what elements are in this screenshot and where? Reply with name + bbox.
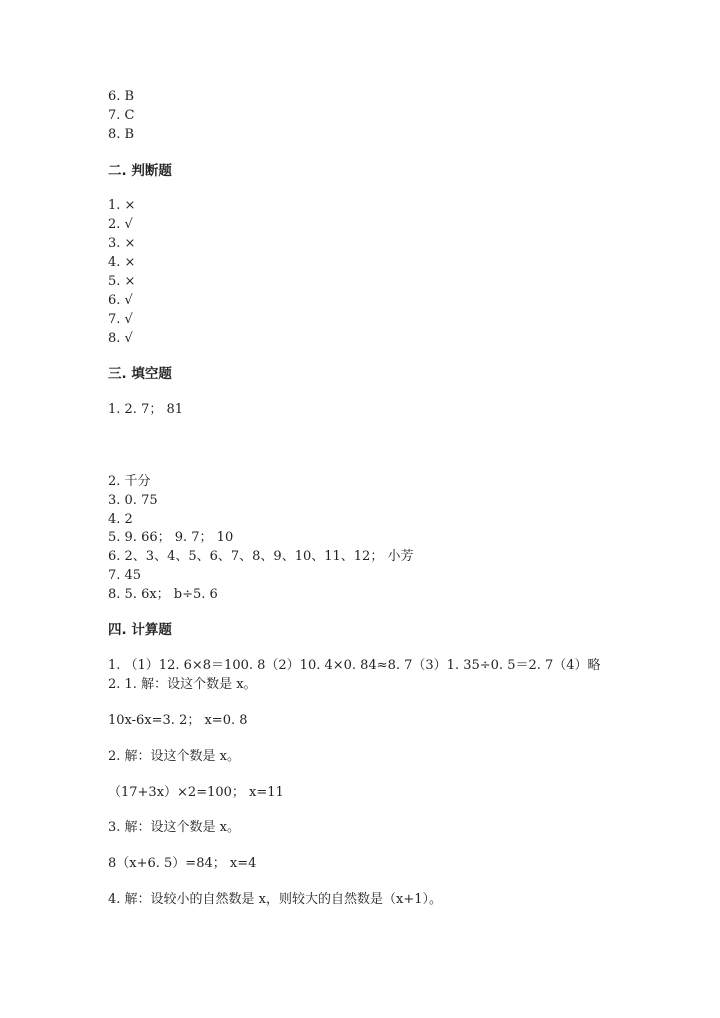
- tf-answer-3: 3. ×: [108, 236, 136, 251]
- calc-equation-2-2: （17+3x）×2=100； x=11: [108, 785, 284, 800]
- tf-answer-7: 7. √: [108, 312, 133, 327]
- calc-answer-2-4: 4. 解：设较小的自然数是 x，则较大的自然数是（x+1）。: [108, 892, 442, 907]
- fill-answer-1: 1. 2. 7； 81: [108, 402, 184, 417]
- choice-answer-6: 6. B: [108, 89, 135, 104]
- tf-answer-6: 6. √: [108, 293, 133, 308]
- calc-equation-2-3: 8（x+6. 5）=84； x=4: [108, 856, 257, 871]
- choice-answer-7: 7. C: [108, 108, 135, 123]
- fill-answer-5: 5. 9. 66； 9. 7； 10: [108, 530, 234, 545]
- section-heading-fill-blank: 三. 填空题: [108, 366, 172, 382]
- tf-answer-4: 4. ×: [108, 255, 136, 270]
- choice-answer-8: 8. B: [108, 127, 135, 142]
- section-heading-calculation: 四. 计算题: [108, 622, 172, 638]
- tf-answer-8: 8. √: [108, 331, 133, 346]
- fill-answer-4: 4. 2: [108, 512, 133, 527]
- fill-answer-6: 6. 2、3、4、5、6、7、8、9、10、11、12； 小芳: [108, 549, 414, 564]
- fill-answer-3: 3. 0. 75: [108, 493, 158, 508]
- fill-answer-8: 8. 5. 6x； b÷5. 6: [108, 587, 218, 602]
- calc-answer-2-3: 3. 解：设这个数是 x。: [108, 820, 240, 835]
- calc-answer-2-1: 2. 1. 解：设这个数是 x。: [108, 677, 257, 692]
- fill-answer-7: 7. 45: [108, 568, 142, 583]
- tf-answer-1: 1. ×: [108, 198, 136, 213]
- calc-equation-2-1: 10x-6x=3. 2； x=0. 8: [108, 713, 248, 728]
- tf-answer-2: 2. √: [108, 217, 133, 232]
- section-heading-true-false: 二. 判断题: [108, 163, 172, 179]
- calc-answer-1: 1. （1）12. 6×8＝100. 8（2）10. 4×0. 84≈8. 7（3）1. 35÷0. 5＝2. 7（4）略: [108, 658, 601, 673]
- fill-answer-2: 2. 千分: [108, 474, 151, 489]
- tf-answer-5: 5. ×: [108, 274, 136, 289]
- calc-answer-2-2: 2. 解：设这个数是 x。: [108, 749, 240, 764]
